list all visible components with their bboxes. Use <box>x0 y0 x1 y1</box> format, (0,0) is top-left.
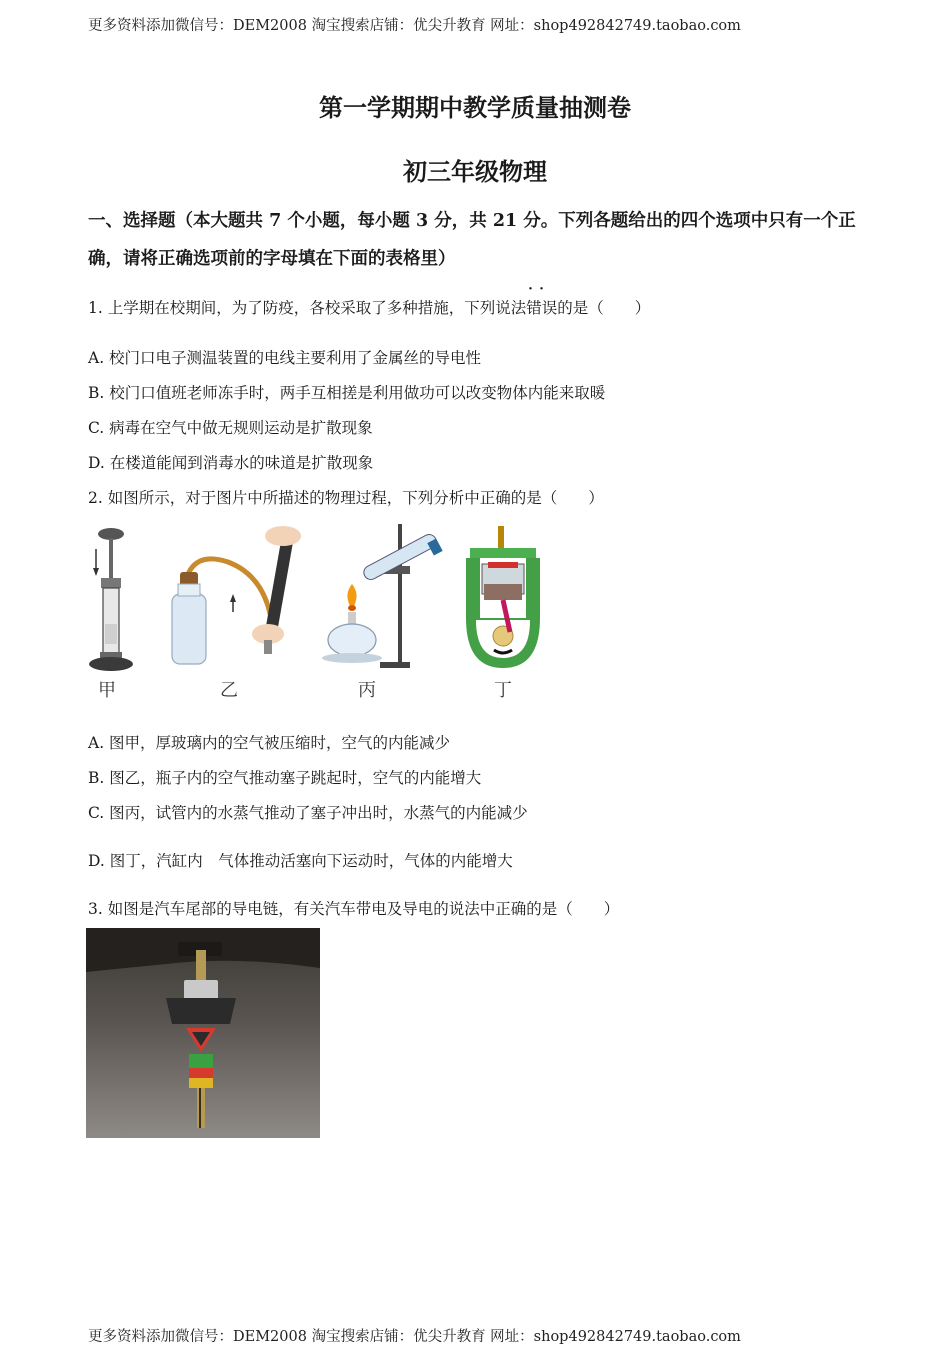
page-title: 第一学期期中教学质量抽测卷 <box>319 93 631 122</box>
question-2-option-d: D. 图丁，汽缸内 气体推动活塞向下运动时，气体的内能增大 <box>88 852 513 870</box>
figure-label-yi: 乙 <box>220 680 238 701</box>
question-2-option-a: A. 图甲，厚玻璃内的空气被压缩时，空气的内能减少 <box>88 734 451 752</box>
car-ground-strap-photo <box>86 928 320 1138</box>
question-1-stem <box>88 296 650 318</box>
page-header: 更多资料添加微信号：DEM2008 淘宝搜索店铺：优尖升教育 网址：shop492842749.taobao.com <box>88 18 741 34</box>
section-heading: 一、选择题（本大题共 7 个小题，每小题 3 分，共 21 分。下列各题给出的四个选项中只有一个正确，请将正确选项前的字母填在下面的表格里） <box>88 211 856 269</box>
question-1-stem-text: 1. 上学期在校期间，为了防疫，各校采取了多种措施，下列说法 <box>88 299 527 317</box>
emphasized-word: · · 错误 <box>526 296 557 318</box>
page-subtitle: 初三年级物理 <box>403 157 547 186</box>
question-1-option-b: B. 校门口值班老师冻手时，两手互相搓是利用做功可以改变物体内能来取暖 <box>88 384 606 402</box>
page-footer: 更多资料添加微信号：DEM2008 淘宝搜索店铺：优尖升教育 网址：shop492842749.taobao.com <box>88 1329 741 1345</box>
figure-label-ding: 丁 <box>494 680 512 701</box>
question-1-option-c: C. 病毒在空气中做无规则运动是扩散现象 <box>88 419 373 437</box>
figure-yi-bottle-pump <box>158 522 308 672</box>
figure-jia-compression-tube <box>86 524 136 674</box>
figure-bing-test-tube-burner <box>320 524 450 672</box>
question-3-stem: 3. 如图是汽车尾部的导电链，有关汽车带电及导电的说法中正确的是（ ） <box>88 900 620 918</box>
question-2-figures <box>86 520 556 700</box>
figure-label-jia: 甲 <box>98 680 116 701</box>
question-1-stem-end: 的是（ ） <box>557 299 651 317</box>
figure-ding-engine-cylinder <box>458 524 548 672</box>
question-2-stem: 2. 如图所示，对于图片中所描述的物理过程，下列分析中正确的是（ ） <box>88 489 604 507</box>
question-1-option-a: A. 校门口电子测温装置的电线主要利用了金属丝的导电性 <box>88 349 482 367</box>
question-1-option-d: D. 在楼道能闻到消毒水的味道是扩散现象 <box>88 454 374 472</box>
question-2-option-b: B. 图乙，瓶子内的空气推动塞子跳起时，空气的内能增大 <box>88 769 482 787</box>
question-2-option-c: C. 图丙，试管内的水蒸气推动了塞子冲出时，水蒸气的内能减少 <box>88 804 528 822</box>
figure-label-bing: 丙 <box>358 680 376 701</box>
